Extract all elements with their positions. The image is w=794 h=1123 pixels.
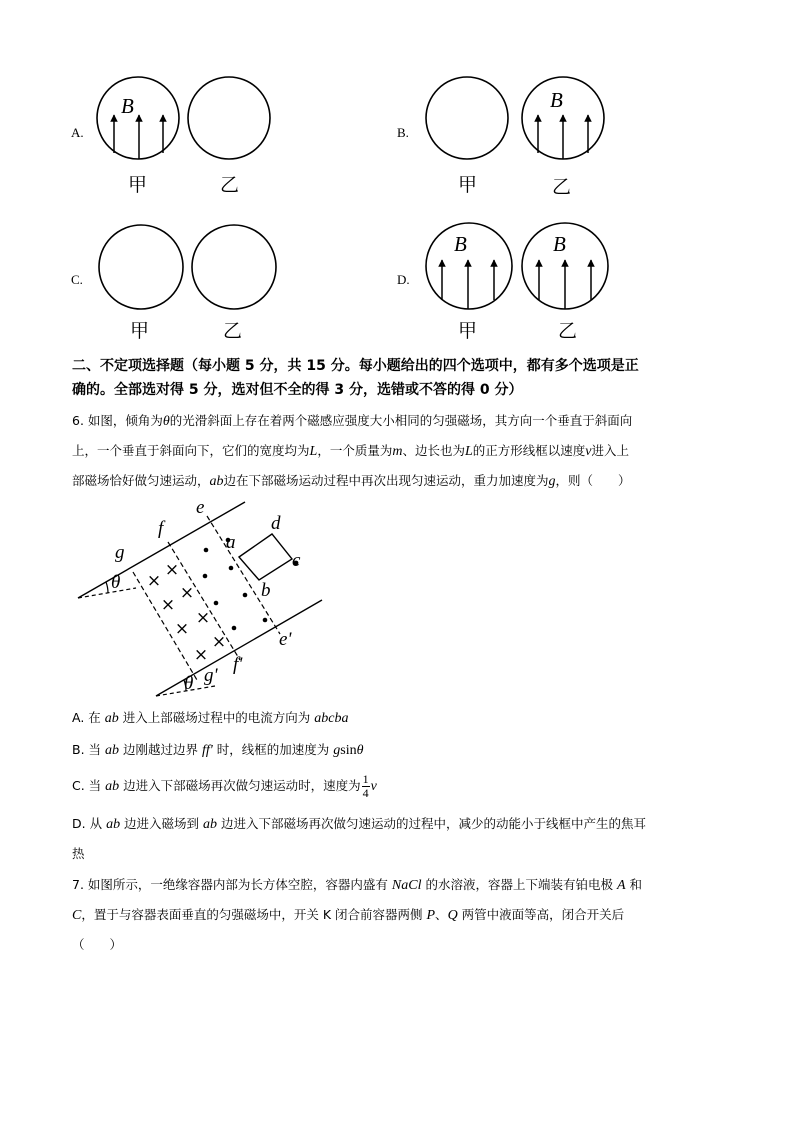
q6-option-d-line2: 热 <box>72 846 85 861</box>
label-jia: 甲 <box>130 320 150 342</box>
diagram-label-g: g <box>115 542 125 563</box>
q6-option-c: C. 当 ab 边进入下部磁场再次做匀速运动时，速度为 $\frac{1}{4}$ v <box>72 772 377 800</box>
svg-text:×: × <box>164 560 180 580</box>
diagram-label-f-prime: f' <box>233 654 243 675</box>
label-yi: 乙 <box>552 176 572 198</box>
q7-stem-line3: （ ） <box>72 937 123 952</box>
label-jia: 甲 <box>458 174 478 196</box>
q6-stem-line2: 上，一个垂直于斜面向下，它们的宽度均为L，一个质量为m、边长也为L的正方形线框以速度v进入上 <box>72 443 630 459</box>
option-b-figure <box>420 75 610 170</box>
diagram-label-a: a <box>226 532 236 553</box>
section-title-line1: 二、不定项选择题（每小题 5 分，共 15 分。每小题给出的四个选项中，都有多个选项是正 <box>72 358 639 374</box>
option-d-label: D. <box>397 272 410 287</box>
diagram-label-b: b <box>261 580 271 601</box>
option-c-label: C. <box>71 272 83 287</box>
q6-option-b: B. 当 ab 边刚越过边界 ff' 时，线框的加速度为 gsinθ <box>72 742 364 758</box>
svg-text:×: × <box>195 608 211 628</box>
section-title-line2: 确的。全部选对得 5 分，选对但不全的得 3 分，选错或不答的得 0 分） <box>72 382 523 398</box>
field-symbol-b: B <box>454 232 467 256</box>
svg-text:×: × <box>179 583 195 603</box>
diagram-label-theta: θ <box>184 673 194 694</box>
q6-stem-line3: 部磁场恰好做匀速运动，ab边在下部磁场运动过程中再次出现匀速运动，重力加速度为g，则（ ） <box>72 473 631 489</box>
label-jia: 甲 <box>128 174 148 196</box>
field-symbol-b: B <box>550 88 563 112</box>
svg-text:×: × <box>160 595 176 615</box>
diagram-label-theta: θ <box>111 572 121 593</box>
diagram-label-f: f <box>158 518 164 539</box>
field-symbol-b: B <box>553 232 566 256</box>
svg-text:×: × <box>211 632 227 652</box>
label-yi: 乙 <box>558 320 578 342</box>
label-yi: 乙 <box>220 174 240 196</box>
field-symbol-b: B <box>121 94 134 118</box>
svg-text:×: × <box>146 571 162 591</box>
q6-option-d-line1: D. 从 ab 边进入磁场到 ab 边进入下部磁场再次做匀速运动的过程中，减少的动能小于线框中产生的焦耳 <box>72 816 647 832</box>
svg-text:×: × <box>174 619 190 639</box>
option-a-label: A. <box>71 125 84 140</box>
q7-stem-line1: 7. 如图所示，一绝缘容器内部为长方体空腔，容器内盛有 NaCl 的水溶液，容器上下端装有铂电极 A 和 <box>72 877 643 893</box>
diagram-label-e-prime: e' <box>279 629 292 650</box>
q7-stem-line2: C，置于与容器表面垂直的匀强磁场中，开关 K 闭合前容器两侧 P、Q 两管中液面等高，闭合开关后 <box>72 907 625 923</box>
option-c-figure <box>95 222 285 317</box>
q6-option-a: A. 在 ab 进入上部磁场过程中的电流方向为 abcba <box>72 710 349 726</box>
diagram-label-g-prime: g' <box>204 665 218 686</box>
fraction-one-quarter: $\frac{1}{4}$ <box>362 772 369 800</box>
diagram-label-e: e <box>196 497 205 518</box>
label-jia: 甲 <box>458 320 478 342</box>
diagram-label-c: c <box>292 550 301 571</box>
option-a-figure <box>92 75 282 170</box>
label-yi: 乙 <box>223 320 243 342</box>
q6-stem-line1: 6. 如图，倾角为θ的光滑斜面上存在着两个磁感应强度大小相同的匀强磁场，其方向一个垂直于斜面向 <box>72 413 633 429</box>
diagram-label-d: d <box>271 513 281 534</box>
option-b-label: B. <box>397 125 409 140</box>
option-d-figure <box>420 222 615 317</box>
svg-text:×: × <box>193 645 209 665</box>
